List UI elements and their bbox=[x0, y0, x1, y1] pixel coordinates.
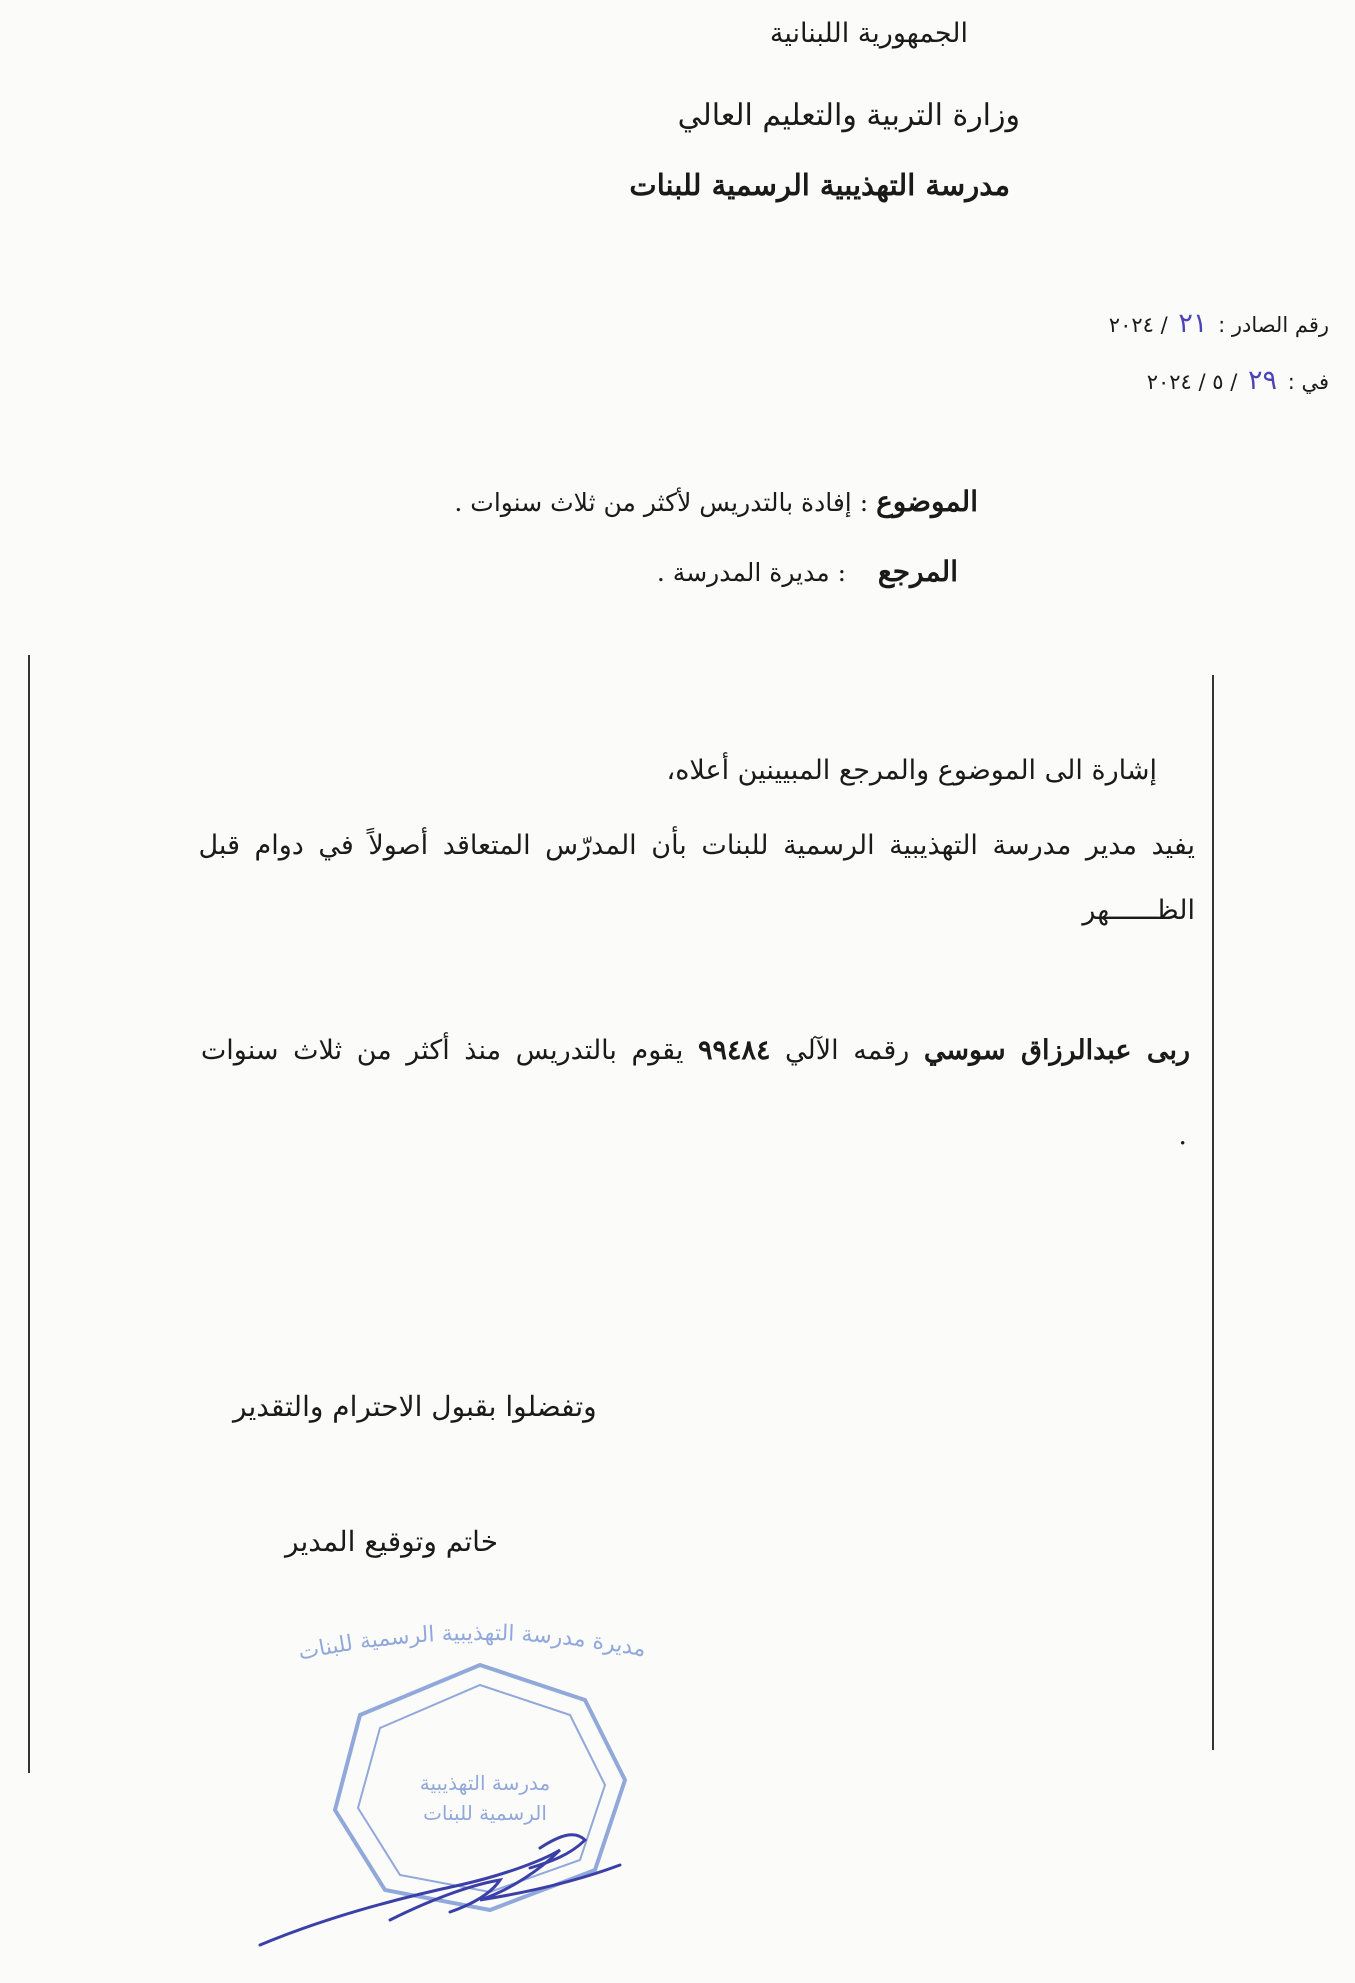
stamp-graphic bbox=[240, 1600, 720, 1979]
ministry-heading: وزارة التربية والتعليم العالي bbox=[677, 98, 1020, 133]
handwritten-signature bbox=[260, 1835, 620, 1945]
left-margin-line bbox=[28, 655, 30, 1773]
body-line-2: يفيد مدير مدرسة التهذيبية الرسمية للبنات بأن المدرّس المتعاقد أصولاً في دوام قبل bbox=[198, 830, 1195, 861]
id-number: ٩٩٤٨٤ bbox=[697, 1035, 771, 1066]
subject-line bbox=[454, 485, 978, 518]
date-rest: / ٥ / ٢٠٢٤ bbox=[1146, 370, 1238, 394]
subject-text: : إفادة بالتدريس لأكثر من ثلاث سنوات . bbox=[454, 488, 869, 517]
reference-label: المرجع bbox=[877, 555, 958, 588]
id-label: رقمه الآلي bbox=[785, 1035, 910, 1066]
republic-heading: الجمهورية اللبنانية bbox=[769, 18, 968, 49]
body-line-1: إشارة الى الموضوع والمرجع المبيينين أعلاه، bbox=[666, 755, 1157, 786]
signature-label: خاتم وتوقيع المدير bbox=[285, 1525, 499, 1558]
body-line-4 bbox=[201, 1035, 1190, 1066]
closing-regards: وتفضلوا بقبول الاحترام والتقدير bbox=[233, 1390, 597, 1423]
school-heading: مدرسة التهذيبية الرسمية للبنات bbox=[629, 168, 1010, 202]
date-line bbox=[1147, 365, 1329, 396]
stamp-arc-text: مديرة مدرسة التهذيبية الرسمية للبنات bbox=[296, 1620, 649, 1666]
date-day: ٢٩ bbox=[1248, 365, 1278, 396]
official-stamp bbox=[240, 1600, 720, 1979]
outgoing-label: رقم الصادر : bbox=[1218, 313, 1329, 337]
outgoing-number-line bbox=[1109, 308, 1329, 339]
body-line-4-rest: يقوم بالتدريس منذ أكثر من ثلاث سنوات bbox=[200, 1035, 684, 1066]
stamp-center-line-2: الرسمية للبنات bbox=[423, 1801, 547, 1825]
body-line-3: الظــــــهر bbox=[1082, 895, 1195, 926]
date-label: في : bbox=[1287, 370, 1329, 394]
outgoing-number: ٢١ bbox=[1178, 308, 1208, 339]
subject-label: الموضوع bbox=[876, 485, 978, 518]
right-margin-line bbox=[1212, 675, 1214, 1750]
teacher-name: ربى عبدالرزاق سوسي bbox=[923, 1035, 1190, 1066]
reference-text: : مديرة المدرسة . bbox=[656, 558, 847, 587]
reference-line bbox=[657, 555, 958, 588]
outgoing-year: / ٢٠٢٤ bbox=[1108, 313, 1168, 337]
stamp-center-line-1: مدرسة التهذيبية bbox=[419, 1771, 551, 1795]
body-line-5: . bbox=[1178, 1120, 1187, 1151]
